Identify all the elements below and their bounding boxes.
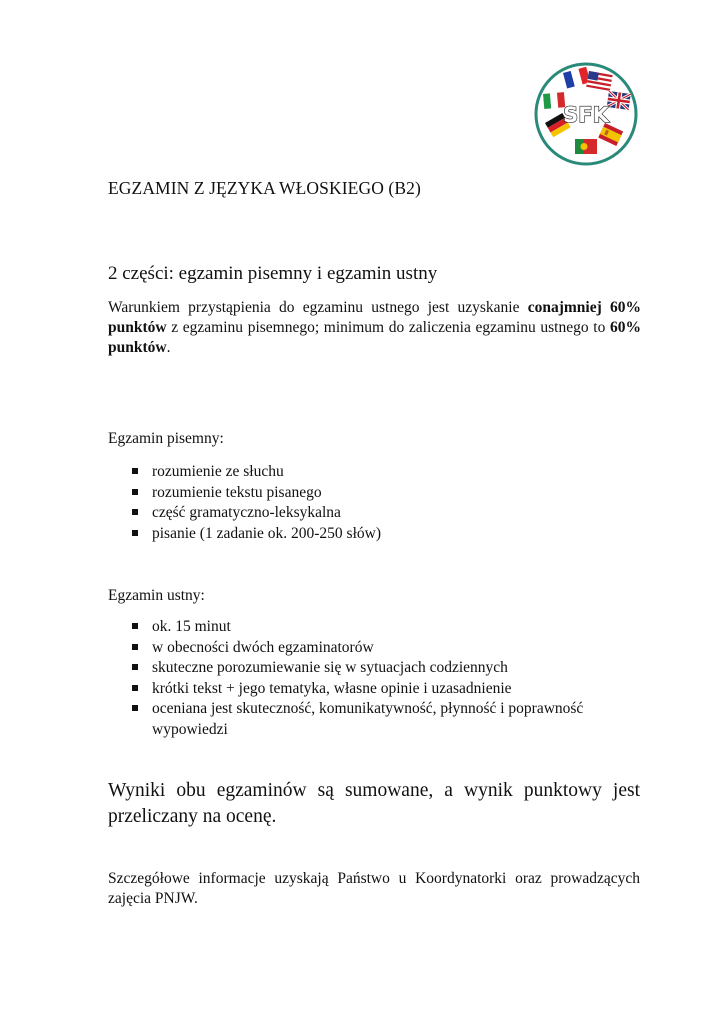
conditions-text-2: z egzaminu pisemnego; minimum do zaliczenia egzaminu ustnego to — [166, 319, 610, 336]
portugal-flag-icon — [575, 139, 597, 154]
list-item: skuteczne porozumiewanie się w sytuacjach codziennych — [108, 658, 648, 679]
list-item: oceniana jest skuteczność, komunikatywność, płynność i poprawność wypowiedzi — [108, 699, 612, 740]
list-item: krótki tekst + jego tematyka, własne opinie i uzasadnienie — [108, 679, 648, 700]
list-item: rozumienie ze słuchu — [108, 462, 648, 483]
conditions-bold-1: conajmniej 60% punktów — [108, 299, 642, 336]
list-item: część gramatyczno-leksykalna — [108, 503, 648, 524]
parts-heading: 2 części: egzamin pisemny i egzamin ustny — [108, 263, 438, 284]
united-kingdom-flag-icon — [607, 91, 631, 110]
conditions-text-1: Warunkiem przystąpienia do egzaminu ustnego jest uzyskanie — [108, 299, 528, 316]
list-item: ok. 15 minut — [108, 617, 648, 638]
written-exam-list — [108, 462, 648, 544]
exam-title: EGZAMIN Z JĘZYKA WŁOSKIEGO (B2) — [108, 178, 421, 198]
admission-conditions — [108, 298, 641, 358]
details-note: Szczegółowe informacje uzyskają Państwo u Koordynatorki oraz prowadzących zajęcia PNJW. — [108, 870, 640, 907]
oral-exam-label: Egzamin ustny: — [108, 587, 205, 604]
sfk-logo-text: SFK — [563, 103, 609, 127]
sfk-logo — [533, 61, 639, 167]
list-item: pisanie (1 zadanie ok. 200-250 słów) — [108, 524, 648, 545]
conditions-bold-2: 60% punktów — [108, 319, 641, 356]
written-exam-label: Egzamin pisemny: — [108, 430, 224, 447]
list-item: rozumienie tekstu pisanego — [108, 483, 648, 504]
conditions-text-3: . — [166, 339, 171, 356]
sfk-logo-graphic — [533, 61, 639, 167]
italy-flag-icon — [543, 92, 565, 109]
oral-exam-list — [108, 617, 648, 740]
results-statement: Wyniki obu egzaminów są sumowane, a wynik punktowy jest przeliczany na ocenę. — [108, 780, 640, 827]
list-item: w obecności dwóch egzaminatorów — [108, 638, 648, 659]
